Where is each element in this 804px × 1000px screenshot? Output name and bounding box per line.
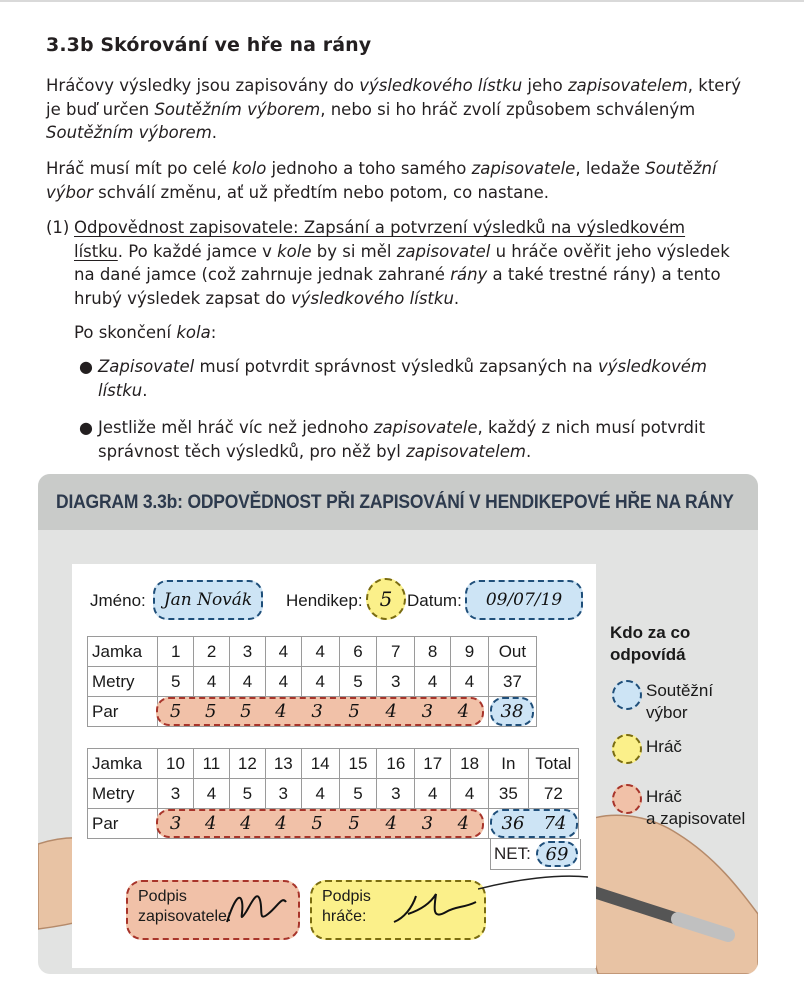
scorecard <box>72 564 596 968</box>
top-rule <box>0 0 804 2</box>
net-value: 69 <box>536 841 578 867</box>
paragraph-2: Hráč musí mít po celé kolo jednoho a toho samého zapisovatele, ledaže Soutěžní výbor schválí změnu, ať už předtím nebo potom, co nastane. <box>46 159 717 202</box>
hole-score: 4 <box>385 701 397 722</box>
scorecard-cell: In <box>489 749 529 779</box>
hole-score: 3 <box>311 701 323 722</box>
scorecard-cell: 4 <box>193 779 229 809</box>
scorecard-cell: 35 <box>489 779 529 809</box>
marker-signature-scribble <box>222 882 292 932</box>
hole-score: 4 <box>240 813 252 834</box>
in-total: 36 <box>501 813 525 834</box>
hole-score: 4 <box>457 813 470 834</box>
scorecard-cell: 2 <box>194 637 230 667</box>
scorecard-cell: 37 <box>488 667 536 697</box>
scorecard-cell: 7 <box>377 637 415 667</box>
scorecard-cell: 3 <box>265 779 301 809</box>
scorecard-cell: 4 <box>301 637 339 667</box>
scorecard-cell: 14 <box>301 749 339 779</box>
scorecard-cell: 4 <box>415 667 451 697</box>
row-label: Jamka <box>88 637 158 667</box>
legend-committee-swatch <box>612 680 642 710</box>
back-scores-pill <box>156 809 484 838</box>
scorecard-row <box>88 749 579 779</box>
handicap-value: 5 <box>366 578 406 620</box>
hole-score: 4 <box>385 813 397 834</box>
hole-score: 4 <box>275 701 287 722</box>
hole-score: 5 <box>169 701 182 722</box>
hole-score: 5 <box>204 701 217 722</box>
item-number: (1) <box>46 218 70 237</box>
scorecard-cell: 5 <box>339 667 377 697</box>
hole-score: 3 <box>421 813 434 834</box>
scorecard-cell: 3 <box>377 667 415 697</box>
scorecard-cell: 17 <box>415 749 451 779</box>
scorecard-cell: 4 <box>415 779 451 809</box>
hole-score: 3 <box>169 813 182 834</box>
legend-title: Kdo za co odpovídá <box>610 623 691 664</box>
scorecard-cell: 11 <box>193 749 229 779</box>
name-label: Jméno: <box>90 591 146 610</box>
legend-player-label: Hráč <box>646 737 682 756</box>
hole-score: 4 <box>204 813 217 834</box>
item-1-text: Odpovědnost zapisovatele: Zapsání a potvrzení výsledků na výsledkovém lístku. Po každé jamce v kole by si měl zapisovatel u hráče ověřit jeho výsledek na dané jamce (což zahrnuje jednak zahrané rány a také trestné rány) a tento hrubý výsledek zapsat do výsledkového lístku. <box>74 218 730 308</box>
hole-score: 5 <box>348 813 360 834</box>
player-signature-scribble <box>390 884 480 932</box>
scorecard-cell: 4 <box>265 667 301 697</box>
out-total-pill: 38 <box>490 697 534 726</box>
in-total-pill <box>490 809 578 838</box>
scorecard-cell: 12 <box>229 749 265 779</box>
date-value: 09/07/19 <box>465 580 583 620</box>
row-label: Jamka <box>88 749 158 779</box>
scorecard-cell: 4 <box>194 667 230 697</box>
scorecard-cell: 8 <box>415 637 451 667</box>
scorecard-cell: 3 <box>158 779 194 809</box>
scorecard-cell: 72 <box>528 779 578 809</box>
scorecard-cell: 4 <box>230 667 266 697</box>
bullet-2-text: Jestliže měl hráč víc než jednoho zapisovatele, každý z nich musí potvrdit správnost těch výsledků, pro něž byl zapisovatelem. <box>98 418 706 461</box>
scorecard-cell: 3 <box>377 779 415 809</box>
handicap-label: Hendikep: <box>286 591 363 610</box>
net-label: NET: <box>494 844 531 863</box>
scorecard-cell: 6 <box>339 637 377 667</box>
row-label: Par <box>88 697 158 727</box>
scorecard-cell: 16 <box>377 749 415 779</box>
scorecard-cell: 5 <box>158 667 194 697</box>
hole-score: 4 <box>457 701 470 722</box>
scorecard-cell: Total <box>528 749 578 779</box>
row-label: Par <box>88 809 158 839</box>
scorecard-cell: 4 <box>301 779 339 809</box>
scorecard-cell: 5 <box>339 779 377 809</box>
name-value: Jan Novák <box>153 580 263 620</box>
bullet-dot: ● <box>79 357 93 376</box>
scorecard-row <box>88 779 579 809</box>
hole-score: 5 <box>240 701 252 722</box>
pen-stroke <box>478 869 598 899</box>
row-label: Metry <box>88 779 158 809</box>
date-label: Datum: <box>407 591 462 610</box>
scorecard-cell: 3 <box>230 637 266 667</box>
hole-score: 5 <box>348 701 360 722</box>
scorecard-cell: Out <box>488 637 536 667</box>
row-label: Metry <box>88 667 158 697</box>
front-scores-pill <box>156 697 484 726</box>
marker-signature-label: Podpis zapisovatele: <box>138 888 232 925</box>
grand-total: 74 <box>543 813 567 834</box>
net-cell <box>490 839 581 870</box>
scorecard-cell: 5 <box>229 779 265 809</box>
hole-score: 5 <box>311 813 323 834</box>
scorecard-cell: 1 <box>158 637 194 667</box>
scorecard-cell: 4 <box>265 637 301 667</box>
diagram-panel <box>38 474 758 974</box>
paragraph-1: Hráčovy výsledky jsou zapisovány do výsledkového lístku jeho zapisovatelem, který je buď určen Soutěžním výborem, nebo si ho hráč zvolí způsobem schváleným Soutěžním výborem. <box>46 76 741 142</box>
scorecard-row <box>88 637 537 667</box>
legend-both-swatch <box>612 784 642 814</box>
scorecard-row <box>88 667 537 697</box>
bullet-1-text: Zapisovatel musí potvrdit správnost výsledků zapsaných na výsledkovém lístku. <box>98 357 707 400</box>
legend-committee-label: Soutěžní výbor <box>646 681 714 722</box>
legend-player-swatch <box>612 734 642 764</box>
hole-score: 3 <box>421 701 434 722</box>
scorecard-cell: 10 <box>158 749 194 779</box>
section-heading: 3.3b Skórování ve hře na rány <box>46 34 372 56</box>
hole-score: 4 <box>275 813 287 834</box>
legend-both-label: Hráč a zapisovatel <box>646 787 746 828</box>
scorecard-cell: 13 <box>265 749 301 779</box>
diagram-title: DIAGRAM 3.3b: ODPOVĚDNOST PŘI ZAPISOVÁNÍ V HENDIKEPOVÉ HŘE NA RÁNY <box>56 492 734 513</box>
scorecard-cell: 9 <box>451 637 489 667</box>
scorecard-cell: 18 <box>451 749 489 779</box>
diagram-header <box>38 474 758 530</box>
scorecard-cell: 15 <box>339 749 377 779</box>
player-signature-label: Podpis hráče: <box>322 888 371 925</box>
bullet-dot: ● <box>79 418 93 437</box>
after-round-label: Po skončení kola: <box>74 323 217 342</box>
scorecard-cell: 4 <box>451 667 489 697</box>
scorecard-cell: 4 <box>451 779 489 809</box>
scorecard-cell: 4 <box>301 667 339 697</box>
